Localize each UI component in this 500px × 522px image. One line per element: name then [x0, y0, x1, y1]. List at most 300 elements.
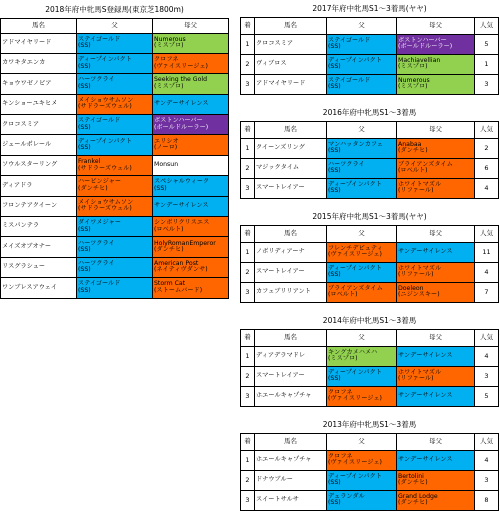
horse-name-line: スペシャルウィーク — [154, 178, 210, 186]
broodmare-sire-cell — [153, 278, 229, 298]
horse-name-line: HolyRomanEmperor — [154, 239, 216, 247]
section-title: 2016年府中牝馬S1～3着馬 — [322, 108, 417, 118]
horse-name: スイートサルサ — [255, 490, 327, 510]
broodmare-sire-cell — [153, 196, 229, 216]
horse-name: スマートレイアー — [255, 366, 327, 386]
horse-name-line: クロフネ — [328, 452, 353, 460]
horse-name-line: クロフネ — [154, 56, 179, 64]
horse-name-line: ディープインパクト — [328, 368, 382, 376]
result-row — [241, 242, 499, 262]
result-row — [241, 178, 499, 198]
lineage-line: (SS) — [78, 42, 91, 50]
header-cell: 着 — [241, 225, 255, 242]
header-cell: 馬名 — [255, 433, 327, 450]
horse-name: キンショーユキヒメ — [1, 94, 77, 114]
finish-position: 1 — [241, 138, 255, 158]
lineage-line: (ダンチヒ) — [398, 499, 428, 506]
horse-name-line: サンデーサイレンス — [398, 455, 453, 463]
horse-name-line: ハーツクライ — [78, 76, 115, 84]
result-row — [241, 138, 499, 158]
broodmare-sire-cell — [397, 262, 475, 282]
horse-name: アドマイヤリード — [255, 74, 327, 94]
header-cell: 母父 — [397, 225, 475, 242]
popularity: 8 — [475, 490, 499, 510]
horse-name-line: ホワイトマズル — [398, 368, 442, 376]
finish-position: 3 — [241, 282, 255, 302]
section-title-row — [241, 314, 499, 329]
result-row — [241, 74, 499, 94]
horse-name-line: Storm Cat — [154, 280, 186, 288]
broodmare-sire-cell — [397, 450, 475, 470]
horse-name: ホエールキャプチャ — [255, 386, 327, 406]
header-cell: 着 — [241, 121, 255, 138]
horse-name-line: クロフネ — [328, 388, 353, 396]
horse-name-line: マンハッタンカフェ — [328, 140, 383, 148]
popularity: 5 — [475, 386, 499, 406]
horse-name-line: ブライアンズタイム — [328, 284, 383, 292]
popularity: 3 — [475, 470, 499, 490]
section-title-row — [241, 418, 499, 433]
broodmare-sire-cell — [153, 155, 229, 175]
result-row — [241, 158, 499, 178]
lineage-line: (SS) — [328, 271, 341, 278]
header-cell: 父 — [77, 18, 153, 33]
broodmare-sire-cell — [397, 54, 475, 74]
broodmare-sire-cell — [153, 176, 229, 196]
popularity: 1 — [475, 54, 499, 74]
horse-name-line: Monsun — [154, 161, 179, 169]
horse-name: カワキタエンカ — [1, 53, 77, 73]
lineage-line: (ミスプロ) — [398, 83, 428, 90]
broodmare-sire-cell — [153, 217, 229, 237]
lineage-line: (SS) — [78, 123, 91, 131]
lineage-line: (ネイティヴダンサ) — [154, 266, 208, 274]
header-cell: 着 — [241, 17, 255, 34]
left-title: 2018年府中牝馬S登録馬(東京芝1800m) — [45, 4, 184, 14]
section-header-row — [241, 329, 499, 346]
horse-name-line: Frankel — [78, 158, 101, 166]
horse-name-line: American Post — [154, 259, 199, 267]
horse-name-line: ホワイトマズル — [398, 264, 442, 272]
horse-name-line: エリシオ — [154, 137, 179, 145]
header-cell: 母父 — [153, 18, 229, 33]
broodmare-sire-cell — [153, 53, 229, 73]
finish-position: 1 — [241, 34, 255, 54]
broodmare-sire-cell — [397, 158, 475, 178]
horse-name-line: ハーツクライ — [328, 160, 365, 168]
lineage-line: (SS) — [78, 266, 91, 274]
left-title-row — [1, 2, 229, 18]
horse-name-line: ホワイトマズル — [398, 180, 442, 188]
lineage-line: (ノーロ) — [154, 144, 178, 152]
table-row — [1, 237, 229, 257]
lineage-line: (SS) — [78, 225, 91, 233]
popularity: 4 — [475, 450, 499, 470]
broodmare-sire-cell — [153, 115, 229, 135]
left-header-row — [1, 18, 229, 33]
popularity: 3 — [475, 74, 499, 94]
result-row — [241, 34, 499, 54]
section-title-row — [241, 210, 499, 225]
finish-position: 3 — [241, 490, 255, 510]
horse-name-line: ダイワメジャー — [78, 219, 121, 227]
horse-name-line: ハービンジャー — [78, 178, 122, 186]
horse-name-line: ステイゴールド — [78, 117, 121, 125]
lineage-line: (ミスプロ) — [154, 82, 184, 90]
sire-cell — [327, 138, 397, 158]
horse-name: キョウワゼノビア — [1, 74, 77, 94]
sire-cell — [327, 450, 397, 470]
spacer-cell — [241, 198, 499, 210]
header-cell: 人気 — [475, 121, 499, 138]
horse-name: フロンテアクイーン — [1, 196, 77, 216]
horse-name-line: ステイゴールド — [328, 76, 371, 84]
table-row — [1, 196, 229, 216]
horse-name-line: Numerous — [154, 35, 186, 43]
horse-name-line: ディープインパクト — [328, 472, 382, 480]
horse-name: ソウルスターリング — [1, 155, 77, 175]
broodmare-sire-cell — [153, 237, 229, 257]
past-results-table — [240, 2, 499, 511]
horse-name-line: ハーツクライ — [78, 239, 115, 247]
finish-position: 1 — [241, 242, 255, 262]
table-row — [1, 176, 229, 196]
sire-cell — [77, 74, 153, 94]
finish-position: 2 — [241, 54, 255, 74]
horse-name: クロコスミア — [255, 34, 327, 54]
horse-name: ワンブレスアウェイ — [1, 278, 77, 298]
sire-cell — [327, 490, 397, 510]
lineage-line: (ニジンスキー) — [398, 291, 440, 298]
horse-name-line: キングカメハメハ — [328, 348, 378, 356]
popularity: 4 — [475, 262, 499, 282]
sire-cell — [77, 176, 153, 196]
header-cell: 馬名 — [255, 329, 327, 346]
sire-cell — [77, 278, 153, 298]
horse-name: スマートレイアー — [255, 262, 327, 282]
lineage-line: (ロベルト) — [154, 225, 184, 233]
horse-name-line: ステイゴールド — [78, 280, 121, 288]
header-cell: 着 — [241, 433, 255, 450]
lineage-line: (SS) — [328, 187, 341, 194]
horse-name: ミスパンテラ — [1, 217, 77, 237]
horse-name: ディアデラマドレ — [255, 346, 327, 366]
lineage-line: (SS) — [78, 62, 91, 70]
lineage-line: (ボールドルーラー) — [398, 43, 453, 50]
horse-name-line: ディープインパクト — [78, 56, 132, 64]
horse-name: スマートレイアー — [255, 178, 327, 198]
horse-name-line: シンボリクリスエス — [154, 219, 210, 227]
lineage-line: (リファール) — [398, 375, 434, 382]
header-cell: 人気 — [475, 329, 499, 346]
horse-name-line: デュランダル — [328, 492, 365, 500]
header-cell: 父 — [327, 329, 397, 346]
sire-cell — [327, 34, 397, 54]
lineage-line: (SS) — [328, 63, 341, 70]
result-row — [241, 470, 499, 490]
horse-name-line: メイショウサムソン — [78, 96, 134, 104]
finish-position: 2 — [241, 470, 255, 490]
sire-cell — [327, 54, 397, 74]
section-header-row — [241, 433, 499, 450]
popularity: 11 — [475, 242, 499, 262]
result-row — [241, 490, 499, 510]
broodmare-sire-cell — [153, 257, 229, 277]
finish-position: 2 — [241, 158, 255, 178]
header-cell: 父 — [327, 225, 397, 242]
lineage-line: (ミスプロ) — [398, 63, 428, 70]
lineage-line: (サドラーズウェル) — [78, 164, 132, 172]
finish-position: 2 — [241, 366, 255, 386]
lineage-line: (ロベルト) — [398, 167, 428, 174]
result-row — [241, 282, 499, 302]
section-title-row — [241, 2, 499, 17]
header-cell: 父 — [327, 121, 397, 138]
popularity: 7 — [475, 282, 499, 302]
result-row — [241, 262, 499, 282]
result-row — [241, 54, 499, 74]
horse-name-line: ディープインパクト — [328, 264, 382, 272]
table-row — [1, 115, 229, 135]
horse-name-line: ディープインパクト — [78, 137, 132, 145]
finish-position: 1 — [241, 450, 255, 470]
header-cell: 馬名 — [255, 225, 327, 242]
lineage-line: (リファール) — [398, 187, 434, 194]
finish-position: 3 — [241, 178, 255, 198]
broodmare-sire-cell — [397, 366, 475, 386]
table-row — [1, 155, 229, 175]
lineage-line: (SS) — [78, 144, 91, 152]
sire-cell — [77, 155, 153, 175]
horse-name: ドナウブルー — [255, 470, 327, 490]
horse-name-line: ボストンハーバー — [398, 36, 447, 44]
horse-name-line: ステイゴールド — [328, 36, 371, 44]
header-cell: 人気 — [475, 433, 499, 450]
lineage-line: (SS) — [78, 286, 91, 294]
horse-name-line: Numerous — [398, 76, 430, 84]
sire-cell — [327, 242, 397, 262]
entries-table — [0, 2, 229, 299]
popularity: 5 — [475, 34, 499, 54]
horse-name-line: Doeleon — [398, 284, 424, 292]
horse-name: カフェブリリアント — [255, 282, 327, 302]
popularity: 3 — [475, 366, 499, 386]
broodmare-sire-cell — [153, 33, 229, 53]
header-cell: 父 — [327, 17, 397, 34]
header-cell: 馬名 — [1, 18, 77, 33]
header-cell: 父 — [327, 433, 397, 450]
sire-cell — [77, 115, 153, 135]
broodmare-sire-cell — [397, 138, 475, 158]
header-cell: 人気 — [475, 17, 499, 34]
lineage-line: (ミスプロ) — [154, 42, 184, 50]
spacer-cell — [241, 406, 499, 418]
section-header-row — [241, 225, 499, 242]
sire-cell — [327, 346, 397, 366]
section-title: 2013年府中牝馬S1～3着馬 — [322, 420, 417, 430]
horse-name-line: ステイゴールド — [78, 35, 121, 43]
sire-cell — [77, 217, 153, 237]
broodmare-sire-cell — [397, 242, 475, 262]
finish-position: 3 — [241, 74, 255, 94]
result-row — [241, 450, 499, 470]
sire-cell — [327, 386, 397, 406]
lineage-line: (SS) — [328, 375, 341, 382]
horse-name: メイズオブオナー — [1, 237, 77, 257]
broodmare-sire-cell — [397, 470, 475, 490]
lineage-line: (SS) — [328, 83, 341, 90]
horse-name-line: Anabaa — [398, 140, 422, 148]
header-cell: 母父 — [397, 329, 475, 346]
broodmare-sire-cell — [397, 386, 475, 406]
sire-cell — [77, 257, 153, 277]
result-row — [241, 346, 499, 366]
horse-name: アドマイヤリード — [1, 33, 77, 53]
result-row — [241, 366, 499, 386]
lineage-line: (リファール) — [398, 271, 434, 278]
table-row — [1, 278, 229, 298]
table-row — [1, 257, 229, 277]
horse-name-line: メイショウサムソン — [78, 198, 134, 206]
horse-name: クイーンズリング — [255, 138, 327, 158]
horse-name-line: サンデーサイレンス — [154, 100, 209, 108]
section-title-row — [241, 106, 499, 121]
broodmare-sire-cell — [153, 74, 229, 94]
broodmare-sire-cell — [397, 74, 475, 94]
horse-name-line: ディープインパクト — [328, 56, 382, 64]
sire-cell — [327, 470, 397, 490]
section-header-row — [241, 17, 499, 34]
table-row — [1, 135, 229, 155]
lineage-line: (ミスプロ) — [328, 355, 358, 362]
sire-cell — [327, 178, 397, 198]
horse-name: ジュールポレール — [1, 135, 77, 155]
section-spacer — [241, 406, 499, 418]
header-cell: 母父 — [397, 121, 475, 138]
horse-name-line: Grand Lodge — [398, 492, 438, 500]
popularity: 4 — [475, 346, 499, 366]
horse-name: マジックタイム — [255, 158, 327, 178]
popularity: 4 — [475, 178, 499, 198]
lineage-line: (ヴァイスリージェ) — [328, 251, 382, 258]
horse-name-line: ハーツクライ — [78, 259, 115, 267]
lineage-line: (SS) — [78, 82, 91, 90]
horse-name: ディアドラ — [1, 176, 77, 196]
table-row — [1, 53, 229, 73]
header-cell: 着 — [241, 329, 255, 346]
horse-name-line: サンデーサイレンス — [154, 202, 209, 210]
horse-name-line: Bertolini — [398, 472, 424, 480]
section-spacer — [241, 302, 499, 314]
sire-cell — [327, 262, 397, 282]
result-row — [241, 386, 499, 406]
table-row — [1, 74, 229, 94]
broodmare-sire-cell — [397, 490, 475, 510]
lineage-line: (SS) — [328, 499, 341, 506]
header-cell: 人気 — [475, 225, 499, 242]
header-cell: 馬名 — [255, 121, 327, 138]
horse-name-line: ブライアンズタイム — [398, 160, 453, 168]
horse-name-line: フレンチデピュティ — [328, 244, 383, 252]
lineage-line: (SS) — [78, 246, 91, 254]
lineage-line: (ダンチヒ) — [78, 184, 108, 192]
section-spacer — [241, 94, 499, 106]
sire-cell — [77, 94, 153, 114]
horse-name: リスグラシュー — [1, 257, 77, 277]
sire-cell — [327, 74, 397, 94]
header-cell: 馬名 — [255, 17, 327, 34]
sire-cell — [77, 33, 153, 53]
broodmare-sire-cell — [153, 135, 229, 155]
horse-name: クロコスミア — [1, 115, 77, 135]
lineage-line: (SS) — [328, 43, 341, 50]
horse-name-line: Seeking the Gold — [154, 76, 208, 84]
sire-cell — [327, 158, 397, 178]
sire-cell — [327, 366, 397, 386]
spacer-cell — [241, 302, 499, 314]
table-row — [1, 217, 229, 237]
lineage-line: (SS) — [154, 184, 167, 192]
lineage-line: (ストームバード) — [154, 286, 203, 294]
horse-name: ノボリディアーナ — [255, 242, 327, 262]
lineage-line: (サドラーズウェル) — [78, 205, 132, 213]
horse-name-line: ボストンハーバー — [154, 117, 203, 125]
broodmare-sire-cell — [397, 34, 475, 54]
lineage-line: (ボールドルーラー) — [154, 123, 209, 131]
sire-cell — [77, 135, 153, 155]
lineage-line: (ダンチヒ) — [154, 246, 184, 254]
section-spacer — [241, 198, 499, 210]
section-title: 2014年府中牝馬S1～3着馬 — [322, 316, 417, 326]
broodmare-sire-cell — [397, 178, 475, 198]
lineage-line: (ダンチヒ) — [398, 479, 428, 486]
broodmare-sire-cell — [153, 94, 229, 114]
horse-name-line: サンデーサイレンス — [398, 391, 453, 399]
lineage-line: (ヴァイスリージェ) — [328, 395, 382, 402]
section-header-row — [241, 121, 499, 138]
lineage-line: (ヴァイスリージェ) — [328, 459, 382, 466]
table-row — [1, 33, 229, 53]
sire-cell — [77, 237, 153, 257]
horse-name: ヴィブロス — [255, 54, 327, 74]
broodmare-sire-cell — [397, 346, 475, 366]
finish-position: 1 — [241, 346, 255, 366]
table-row — [1, 94, 229, 114]
broodmare-sire-cell — [397, 282, 475, 302]
popularity: 6 — [475, 158, 499, 178]
header-cell: 母父 — [397, 433, 475, 450]
section-title: 2015年府中牝馬S1～3着馬(ヤヤ) — [312, 212, 427, 222]
lineage-line: (ダンチヒ) — [398, 147, 428, 154]
sire-cell — [77, 53, 153, 73]
finish-position: 3 — [241, 386, 255, 406]
sire-cell — [327, 282, 397, 302]
horse-name: ホエールキャプチャ — [255, 450, 327, 470]
lineage-line: (ヴァイスリージェ) — [154, 62, 208, 70]
lineage-line: (ロベルト) — [328, 291, 358, 298]
lineage-line: (SS) — [328, 479, 341, 486]
popularity: 2 — [475, 138, 499, 158]
section-title: 2017年府中牝馬S1～3着馬(ヤヤ) — [312, 4, 427, 14]
lineage-line: (サドラーズウェル) — [78, 103, 132, 111]
sire-cell — [77, 196, 153, 216]
horse-name-line: サンデーサイレンス — [398, 247, 453, 255]
horse-name-line: Machiavellian — [398, 56, 441, 64]
lineage-line: (SS) — [328, 147, 341, 154]
header-cell: 母父 — [397, 17, 475, 34]
horse-name-line: サンデーサイレンス — [398, 351, 453, 359]
horse-name-line: ディープインパクト — [328, 180, 382, 188]
